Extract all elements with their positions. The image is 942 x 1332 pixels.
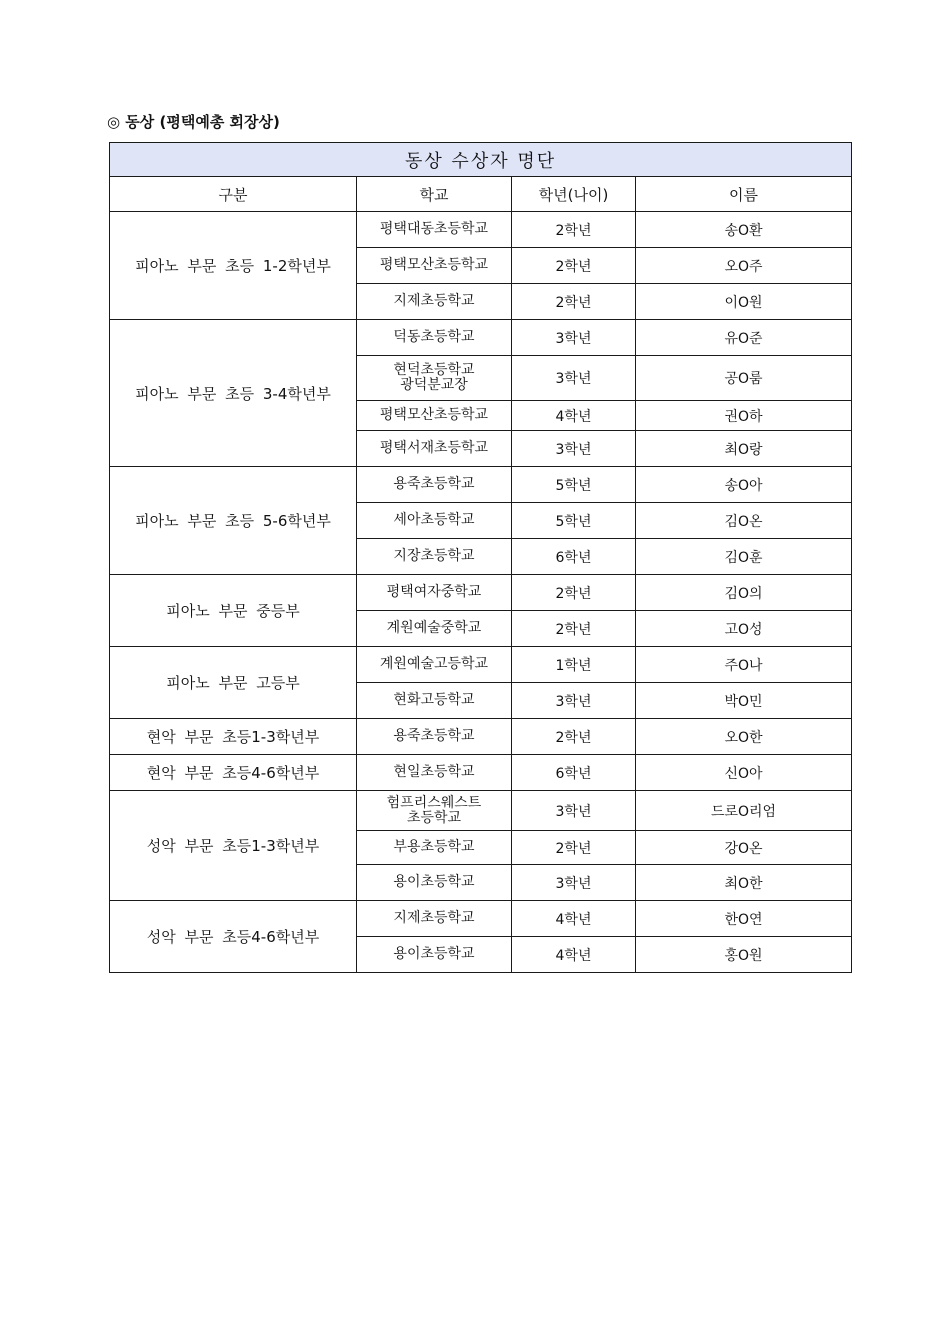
category-cell: 피아노 부문 초등 3-4학년부 bbox=[110, 320, 357, 467]
table-row bbox=[110, 575, 852, 611]
name-cell: 박O민 bbox=[636, 683, 852, 719]
table-row bbox=[110, 901, 852, 937]
grade-cell: 3학년 bbox=[512, 683, 636, 719]
name-cell: 이O원 bbox=[636, 284, 852, 320]
category-cell: 피아노 부문 중등부 bbox=[110, 575, 357, 647]
grade-cell: 5학년 bbox=[512, 503, 636, 539]
name-cell: 주O나 bbox=[636, 647, 852, 683]
grade-cell: 3학년 bbox=[512, 865, 636, 901]
school-cell: 용이초등학교 bbox=[357, 937, 512, 973]
category-cell: 현악 부문 초등1-3학년부 bbox=[110, 719, 357, 755]
category-cell: 피아노 부문 고등부 bbox=[110, 647, 357, 719]
school-cell: 평택여자중학교 bbox=[357, 575, 512, 611]
category-cell: 성악 부문 초등4-6학년부 bbox=[110, 901, 357, 973]
category-cell: 피아노 부문 초등 5-6학년부 bbox=[110, 467, 357, 575]
grade-cell: 2학년 bbox=[512, 611, 636, 647]
school-cell: 세아초등학교 bbox=[357, 503, 512, 539]
school-cell: 현화고등학교 bbox=[357, 683, 512, 719]
header-school: 학교 bbox=[357, 177, 512, 212]
name-cell: 공O룸 bbox=[636, 356, 852, 401]
table-title: 동상 수상자 명단 bbox=[110, 143, 852, 177]
name-cell: 신O아 bbox=[636, 755, 852, 791]
school-cell: 용죽초등학교 bbox=[357, 719, 512, 755]
school-cell: 현일초등학교 bbox=[357, 755, 512, 791]
grade-cell: 4학년 bbox=[512, 937, 636, 973]
grade-cell: 6학년 bbox=[512, 755, 636, 791]
grade-cell: 3학년 bbox=[512, 791, 636, 831]
school-line: 험프리스웨스트 bbox=[386, 794, 482, 811]
header-grade: 학년(나이) bbox=[512, 177, 636, 212]
header-category: 구분 bbox=[110, 177, 357, 212]
name-cell: 유O준 bbox=[636, 320, 852, 356]
table-row bbox=[110, 791, 852, 831]
table-row bbox=[110, 212, 852, 248]
name-cell: 송O아 bbox=[636, 467, 852, 503]
school-cell: 지장초등학교 bbox=[357, 539, 512, 575]
school-cell: 평택서재초등학교 bbox=[357, 431, 512, 467]
table-row bbox=[110, 647, 852, 683]
name-cell: 고O성 bbox=[636, 611, 852, 647]
grade-cell: 4학년 bbox=[512, 901, 636, 937]
grade-cell: 2학년 bbox=[512, 831, 636, 865]
grade-cell: 3학년 bbox=[512, 320, 636, 356]
grade-cell: 2학년 bbox=[512, 212, 636, 248]
school-cell: 계원예술중학교 bbox=[357, 611, 512, 647]
category-cell: 성악 부문 초등1-3학년부 bbox=[110, 791, 357, 901]
name-cell: 권O하 bbox=[636, 401, 852, 431]
table-row bbox=[110, 320, 852, 356]
grade-cell: 2학년 bbox=[512, 575, 636, 611]
grade-cell: 6학년 bbox=[512, 539, 636, 575]
school-cell: 지제초등학교 bbox=[357, 284, 512, 320]
table-row bbox=[110, 719, 852, 755]
school-cell: 지제초등학교 bbox=[357, 901, 512, 937]
school-cell: 덕동초등학교 bbox=[357, 320, 512, 356]
grade-cell: 3학년 bbox=[512, 431, 636, 467]
grade-cell: 2학년 bbox=[512, 719, 636, 755]
grade-cell: 1학년 bbox=[512, 647, 636, 683]
school-line: 초등학교 bbox=[406, 809, 462, 826]
school-cell bbox=[357, 791, 512, 831]
school-line: 광덕분교장 bbox=[400, 377, 468, 393]
name-cell: 드로O리엄 bbox=[636, 791, 852, 831]
name-cell: 홍O원 bbox=[636, 937, 852, 973]
name-cell: 오O주 bbox=[636, 248, 852, 284]
name-cell: 최O한 bbox=[636, 865, 852, 901]
header-name: 이름 bbox=[636, 177, 852, 212]
school-cell: 부용초등학교 bbox=[357, 831, 512, 865]
name-cell: 송O환 bbox=[636, 212, 852, 248]
school-cell: 평택대동초등학교 bbox=[357, 212, 512, 248]
name-cell: 강O온 bbox=[636, 831, 852, 865]
table-row bbox=[110, 467, 852, 503]
category-cell: 피아노 부문 초등 1-2학년부 bbox=[110, 212, 357, 320]
section-heading: ◎ 동상 (평택예총 회장상) bbox=[107, 113, 280, 131]
award-table bbox=[109, 142, 852, 973]
school-cell: 용이초등학교 bbox=[357, 865, 512, 901]
name-cell: 김O의 bbox=[636, 575, 852, 611]
grade-cell: 3학년 bbox=[512, 356, 636, 401]
category-cell: 현악 부문 초등4-6학년부 bbox=[110, 755, 357, 791]
name-cell: 김O온 bbox=[636, 503, 852, 539]
name-cell: 오O한 bbox=[636, 719, 852, 755]
table-row bbox=[110, 755, 852, 791]
grade-cell: 2학년 bbox=[512, 284, 636, 320]
school-cell: 용죽초등학교 bbox=[357, 467, 512, 503]
name-cell: 최O랑 bbox=[636, 431, 852, 467]
name-cell: 김O훈 bbox=[636, 539, 852, 575]
grade-cell: 4학년 bbox=[512, 401, 636, 431]
name-cell: 한O연 bbox=[636, 901, 852, 937]
grade-cell: 2학년 bbox=[512, 248, 636, 284]
school-cell: 평택모산초등학교 bbox=[357, 401, 512, 431]
school-cell: 계원예술고등학교 bbox=[357, 647, 512, 683]
grade-cell: 5학년 bbox=[512, 467, 636, 503]
school-line: 현덕초등학교 bbox=[393, 362, 475, 378]
school-cell: 평택모산초등학교 bbox=[357, 248, 512, 284]
school-cell bbox=[357, 356, 512, 401]
